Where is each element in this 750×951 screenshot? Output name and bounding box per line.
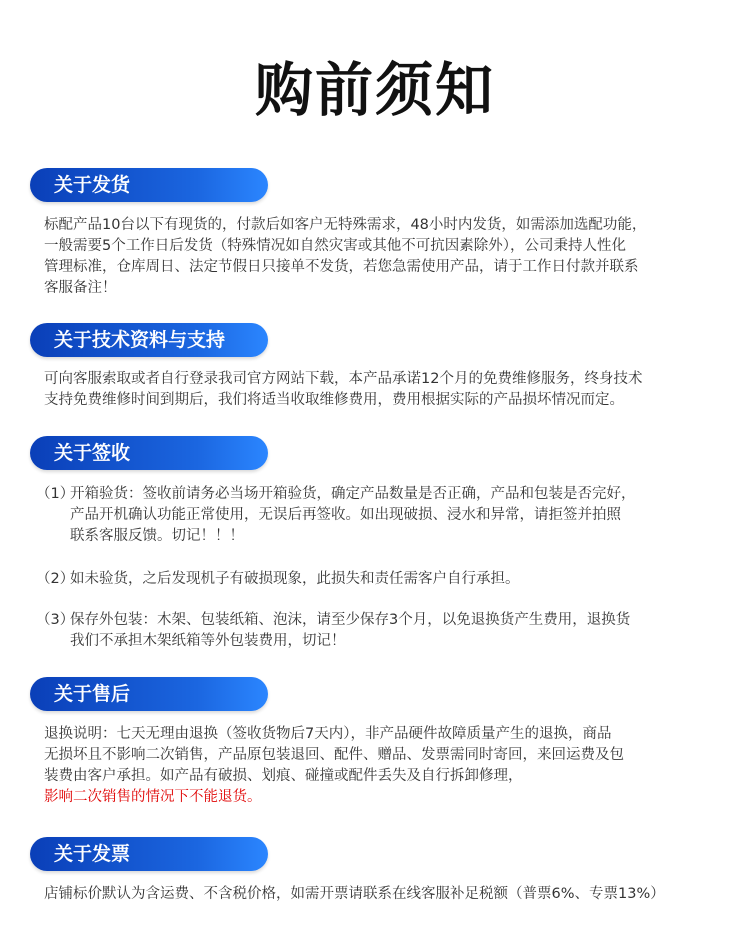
shipping-line: 一般需要5个工作日后发货（特殊情况如自然灾害或其他不可抗因素除外），公司秉持人性化	[44, 238, 626, 254]
shipping-line: 客服备注！	[44, 280, 117, 296]
shipping-line: 标配产品10台以下有现货的，付款后如客户无特殊需求，48小时内发货，如需添加选配功能，	[44, 217, 647, 233]
receipt-item-line: 产品开机确认功能正常使用，无误后再签收。如出现破损、浸水和异常，请拒签并拍照	[70, 507, 621, 523]
section-heading-shipping-label: 关于发货	[54, 174, 131, 196]
receipt-item-2	[36, 569, 736, 590]
receipt-item-line: 保存外包装：木架、包装纸箱、泡沫，请至少保存3个月，以免退换货产生费用，退换货	[70, 612, 631, 628]
receipt-item-line: 如未验货，之后发现机子有破损现象，此损失和责任需客户自行承担。	[70, 571, 520, 587]
section-heading-invoice-label: 关于发票	[54, 843, 131, 865]
aftersale-line: 装费由客户承担。如产品有破损、划痕、碰撞或配件丢失及自行拆卸修理，	[44, 768, 523, 784]
section-heading-receipt-label: 关于签收	[54, 442, 131, 464]
receipt-item-number: （1）	[36, 486, 75, 502]
section-heading-aftersale-label: 关于售后	[54, 683, 131, 705]
invoice-line: 店铺标价默认为含运费、不含税价格，如需开票请联系在线客服补足税额（普票6%、专票13%）	[44, 886, 665, 902]
receipt-item-line: 我们不承担木架纸箱等外包装费用，切记！	[70, 633, 346, 649]
section-heading-invoice	[30, 837, 268, 871]
receipt-item-1	[36, 484, 736, 547]
support-line: 可向客服索取或者自行登录我司官方网站下载，本产品承诺12个月的免费维修服务，终身技术	[44, 371, 643, 387]
shipping-paragraph	[44, 215, 734, 299]
receipt-item-number: （3）	[36, 612, 75, 628]
receipt-item-line: 开箱验货：签收前请务必当场开箱验货，确定产品数量是否正确，产品和包装是否完好，	[70, 486, 636, 502]
aftersale-line: 无损坏且不影响二次销售，产品原包装退回、配件、赠品、发票需同时寄回，来回运费及包	[44, 747, 624, 763]
receipt-item-number: （2）	[36, 571, 75, 587]
invoice-paragraph	[44, 884, 734, 905]
page-title: 购前须知	[254, 56, 495, 124]
support-line: 支持免费维修时间到期后，我们将适当收取维修费用，费用根据实际的产品损坏情况而定。	[44, 392, 624, 408]
section-heading-aftersale	[30, 677, 268, 711]
section-heading-support	[30, 323, 268, 357]
aftersale-line: 退换说明：七天无理由退换（签收货物后7天内），非产品硬件故障质量产生的退换，商品	[44, 726, 612, 742]
section-heading-receipt	[30, 436, 268, 470]
section-heading-shipping	[30, 168, 268, 202]
receipt-item-line: 联系客服反馈。切记！！！	[70, 528, 244, 544]
section-heading-support-label: 关于技术资料与支持	[54, 329, 226, 351]
receipt-item-3	[36, 610, 736, 652]
shipping-line: 管理标准，仓库周日、法定节假日只接单不发货，若您急需使用产品，请于工作日付款并联系	[44, 259, 639, 275]
aftersale-paragraph	[44, 724, 734, 808]
support-paragraph	[44, 369, 734, 411]
aftersale-warning: 影响二次销售的情况下不能退货。	[44, 789, 262, 805]
